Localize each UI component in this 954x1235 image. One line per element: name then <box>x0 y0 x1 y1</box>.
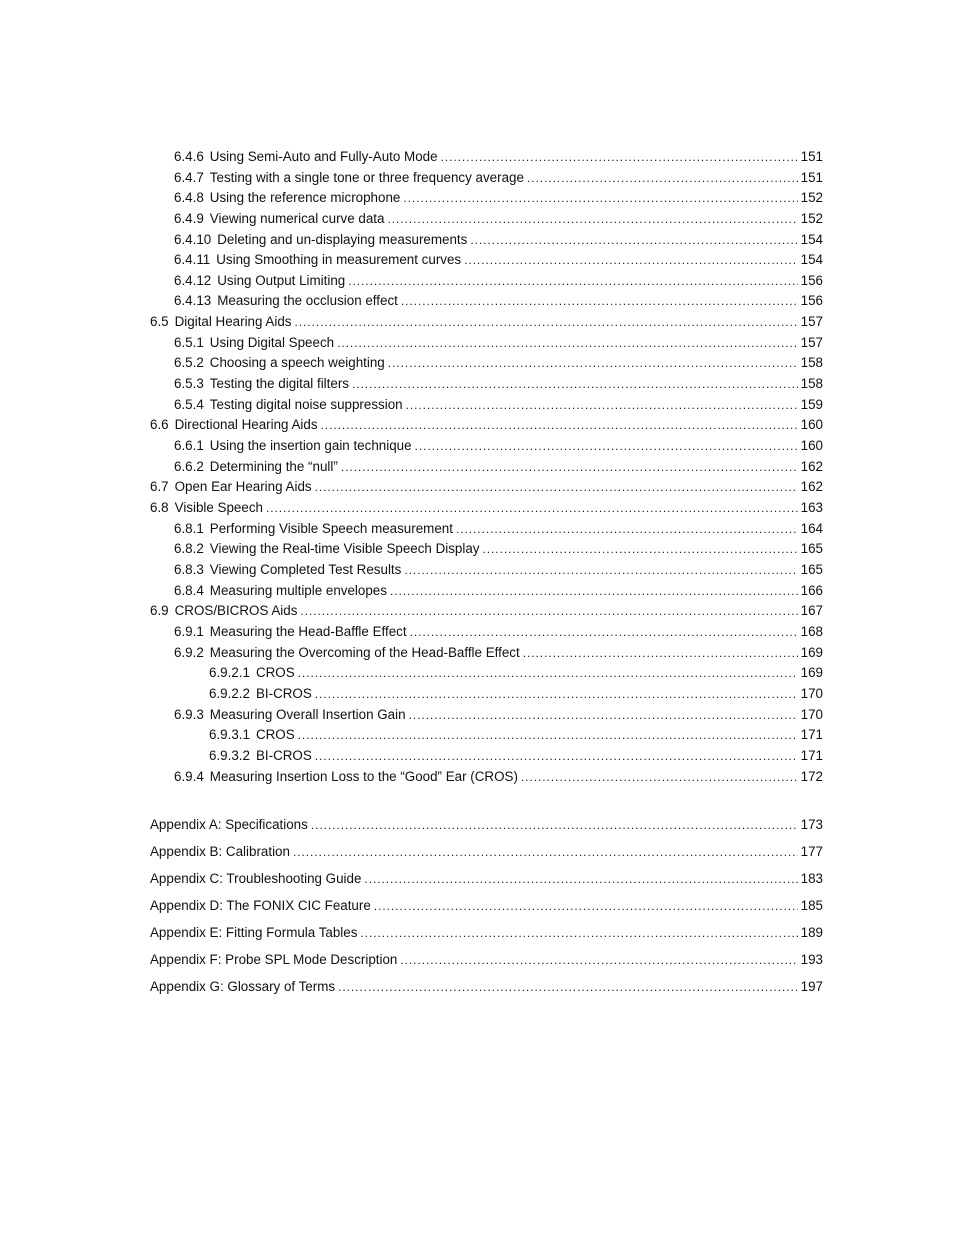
toc-number: 6.5.1 <box>174 335 204 350</box>
toc-title: Viewing numerical curve data <box>209 211 385 226</box>
dot-leader <box>523 644 798 662</box>
toc-number: 6.4.13 <box>174 293 212 308</box>
dot-leader <box>298 726 798 744</box>
toc-appendix-entry[interactable] <box>150 978 823 996</box>
dot-leader <box>390 582 798 600</box>
dot-leader <box>470 231 797 249</box>
dot-leader <box>406 396 798 414</box>
toc-number: 6.4.11 <box>174 252 211 267</box>
toc-page: 160 <box>800 438 823 453</box>
dot-leader <box>321 416 798 434</box>
toc-page: 151 <box>800 149 823 164</box>
toc-page: 154 <box>800 252 823 267</box>
toc-entry[interactable] <box>174 334 823 352</box>
toc-title: Using Output Limiting <box>217 273 346 288</box>
toc-number: 6.8.4 <box>174 583 204 598</box>
toc-page: 162 <box>800 479 823 494</box>
toc-page: 172 <box>800 769 823 784</box>
toc-number: 6.9.2.2 <box>209 686 250 701</box>
toc-entry[interactable] <box>174 231 823 249</box>
dot-leader <box>341 458 798 476</box>
toc-title: Digital Hearing Aids <box>174 314 292 329</box>
dot-leader <box>441 148 798 166</box>
toc-entry[interactable] <box>174 189 823 207</box>
dot-leader <box>298 664 798 682</box>
dot-leader <box>352 375 798 393</box>
toc-entry[interactable] <box>174 210 823 228</box>
dot-leader <box>300 602 797 620</box>
toc-entry[interactable] <box>174 396 823 414</box>
dot-leader <box>527 169 798 187</box>
toc-number: 6.7 <box>150 479 169 494</box>
toc-page: 193 <box>800 952 823 967</box>
toc-entry[interactable] <box>150 416 823 434</box>
toc-title: BI-CROS <box>255 748 312 763</box>
toc-entry[interactable] <box>150 499 823 517</box>
dot-leader <box>364 870 797 888</box>
toc-entry[interactable] <box>209 664 823 682</box>
toc-entry[interactable] <box>209 726 823 744</box>
dot-leader <box>315 478 798 496</box>
dot-leader <box>266 499 798 517</box>
toc-title: CROS <box>255 665 295 680</box>
toc-appendix-entry[interactable] <box>150 951 823 969</box>
toc-title: Directional Hearing Aids <box>174 417 318 432</box>
toc-entry[interactable] <box>174 706 823 724</box>
toc-page: 189 <box>800 925 823 940</box>
toc-number: 6.9 <box>150 603 169 618</box>
toc-appendix-entry[interactable] <box>150 816 823 834</box>
toc-number: 6.9.3.1 <box>209 727 250 742</box>
toc-entry[interactable] <box>174 561 823 579</box>
dot-leader <box>483 540 798 558</box>
dot-leader <box>400 951 797 969</box>
toc-number: 6.6.1 <box>174 438 204 453</box>
toc-number: 6.5.3 <box>174 376 204 391</box>
toc-title: CROS/BICROS Aids <box>174 603 298 618</box>
toc-number: 6.9.2.1 <box>209 665 250 680</box>
toc-title: Open Ear Hearing Aids <box>174 479 312 494</box>
toc-title: Using Semi-Auto and Fully-Auto Mode <box>209 149 438 164</box>
toc-number: 6.8 <box>150 500 169 515</box>
toc-title: Using the reference microphone <box>209 190 401 205</box>
toc-entry[interactable] <box>209 685 823 703</box>
toc-page: 171 <box>800 748 823 763</box>
toc-entry[interactable] <box>174 375 823 393</box>
toc-page: 173 <box>800 817 823 832</box>
toc-number: 6.8.3 <box>174 562 204 577</box>
toc-title: Testing with a single tone or three frequency average <box>209 170 524 185</box>
dot-leader <box>521 768 798 786</box>
toc-number: 6.4.7 <box>174 170 204 185</box>
dot-leader <box>315 747 798 765</box>
toc-page: 158 <box>800 355 823 370</box>
toc-title: Using Digital Speech <box>209 335 335 350</box>
toc-appendix-entry[interactable] <box>150 870 823 888</box>
toc-page: 170 <box>800 686 823 701</box>
dot-leader <box>404 561 797 579</box>
toc-title: Using the insertion gain technique <box>209 438 412 453</box>
toc-number: 6.4.8 <box>174 190 204 205</box>
toc-number: 6.6.2 <box>174 459 204 474</box>
dot-leader <box>401 292 798 310</box>
toc-title: Measuring Overall Insertion Gain <box>209 707 406 722</box>
toc-entry[interactable] <box>174 644 823 662</box>
toc-number: 6.4.6 <box>174 149 204 164</box>
toc-page: 168 <box>800 624 823 639</box>
toc-entry[interactable] <box>174 251 823 269</box>
toc-title: Appendix E: Fitting Formula Tables <box>150 925 358 940</box>
toc-page: 156 <box>800 293 823 308</box>
toc-page: 183 <box>800 871 823 886</box>
toc-number: 6.5 <box>150 314 169 329</box>
toc-page: 165 <box>800 562 823 577</box>
toc-title: Appendix G: Glossary of Terms <box>150 979 336 994</box>
toc-entry[interactable] <box>150 313 823 331</box>
dot-leader <box>409 706 798 724</box>
toc-title: Viewing Completed Test Results <box>209 562 402 577</box>
toc-page: 171 <box>800 727 823 742</box>
toc-entry[interactable] <box>174 540 823 558</box>
toc-entry[interactable] <box>174 458 823 476</box>
dot-leader <box>410 623 798 641</box>
toc-title: Deleting and un-displaying measurements <box>217 232 468 247</box>
toc-page: 164 <box>800 521 823 536</box>
toc-number: 6.4.10 <box>174 232 212 247</box>
toc-page: 170 <box>800 707 823 722</box>
toc-number: 6.9.3 <box>174 707 204 722</box>
toc-title: Measuring the Head-Baffle Effect <box>209 624 407 639</box>
dot-leader <box>456 520 798 538</box>
dot-leader <box>348 272 797 290</box>
dot-leader <box>415 437 798 455</box>
dot-leader <box>464 251 798 269</box>
toc-page: 157 <box>800 335 823 350</box>
dot-leader <box>374 897 798 915</box>
dot-leader <box>338 978 798 996</box>
toc-page: 159 <box>800 397 823 412</box>
toc-title: Determining the “null” <box>209 459 338 474</box>
toc-title: Appendix D: The FONIX CIC Feature <box>150 898 371 913</box>
toc-number: 6.5.4 <box>174 397 204 412</box>
toc-title: Visible Speech <box>174 500 263 515</box>
toc-title: Testing digital noise suppression <box>209 397 403 412</box>
toc-number: 6.6 <box>150 417 169 432</box>
toc-entry[interactable] <box>209 747 823 765</box>
toc-title: Measuring multiple envelopes <box>209 583 387 598</box>
toc-entry[interactable] <box>174 148 823 166</box>
toc-title: Measuring the occlusion effect <box>217 293 398 308</box>
toc-entry[interactable] <box>174 272 823 290</box>
toc-entry[interactable] <box>174 354 823 372</box>
toc-title: Appendix F: Probe SPL Mode Description <box>150 952 398 967</box>
toc-entry[interactable] <box>174 582 823 600</box>
toc-entry[interactable] <box>174 292 823 310</box>
toc-number: 6.4.12 <box>174 273 212 288</box>
toc-title: Measuring the Overcoming of the Head-Baffle Effect <box>209 645 520 660</box>
toc-page: 169 <box>800 645 823 660</box>
toc-page: 163 <box>800 500 823 515</box>
toc-entry[interactable] <box>150 602 823 620</box>
toc-title: Testing the digital filters <box>209 376 349 391</box>
toc-page: 158 <box>800 376 823 391</box>
dot-leader <box>315 685 798 703</box>
toc-entry[interactable] <box>174 768 823 786</box>
toc-title: Measuring Insertion Loss to the “Good” Ear (CROS) <box>209 769 518 784</box>
dot-leader <box>388 354 798 372</box>
toc-title: Using Smoothing in measurement curves <box>216 252 462 267</box>
toc-entry[interactable] <box>174 437 823 455</box>
toc-page: 165 <box>800 541 823 556</box>
toc-number: 6.4.9 <box>174 211 204 226</box>
toc-appendix-entry[interactable] <box>150 897 823 915</box>
dot-leader <box>387 210 797 228</box>
toc-title: Performing Visible Speech measurement <box>209 521 453 536</box>
toc-page: 177 <box>800 844 823 859</box>
toc-title: Appendix B: Calibration <box>150 844 290 859</box>
toc-title: Viewing the Real-time Visible Speech Display <box>209 541 480 556</box>
dot-leader <box>311 816 798 834</box>
toc-number: 6.8.2 <box>174 541 204 556</box>
toc-number: 6.8.1 <box>174 521 204 536</box>
toc-entry[interactable] <box>174 169 823 187</box>
toc-page: 160 <box>800 417 823 432</box>
toc-appendix-entry[interactable] <box>150 843 823 861</box>
toc-number: 6.9.4 <box>174 769 204 784</box>
toc-page: 152 <box>800 211 823 226</box>
dot-leader <box>294 313 797 331</box>
toc-title: Appendix C: Troubleshooting Guide <box>150 871 362 886</box>
toc-page: 152 <box>800 190 823 205</box>
toc-page: 185 <box>800 898 823 913</box>
toc-entry[interactable] <box>174 520 823 538</box>
dot-leader <box>293 843 798 861</box>
toc-entry[interactable] <box>150 478 823 496</box>
toc-page: 154 <box>800 232 823 247</box>
toc-page: 169 <box>800 665 823 680</box>
toc-page: 157 <box>800 314 823 329</box>
toc-page: 156 <box>800 273 823 288</box>
dot-leader <box>360 924 797 942</box>
toc-page: 197 <box>800 979 823 994</box>
toc-page: 166 <box>800 583 823 598</box>
toc-title: Choosing a speech weighting <box>209 355 385 370</box>
toc-page: 162 <box>800 459 823 474</box>
toc-number: 6.5.2 <box>174 355 204 370</box>
toc-appendix-entry[interactable] <box>150 924 823 942</box>
toc-title: CROS <box>255 727 295 742</box>
toc-title: BI-CROS <box>255 686 312 701</box>
dot-leader <box>403 189 797 207</box>
dot-leader <box>337 334 798 352</box>
toc-number: 6.9.3.2 <box>209 748 250 763</box>
toc-number: 6.9.2 <box>174 645 204 660</box>
toc-number: 6.9.1 <box>174 624 204 639</box>
toc-page: 151 <box>800 170 823 185</box>
toc-title: Appendix A: Specifications <box>150 817 308 832</box>
toc-page: 167 <box>800 603 823 618</box>
toc-entry[interactable] <box>174 623 823 641</box>
